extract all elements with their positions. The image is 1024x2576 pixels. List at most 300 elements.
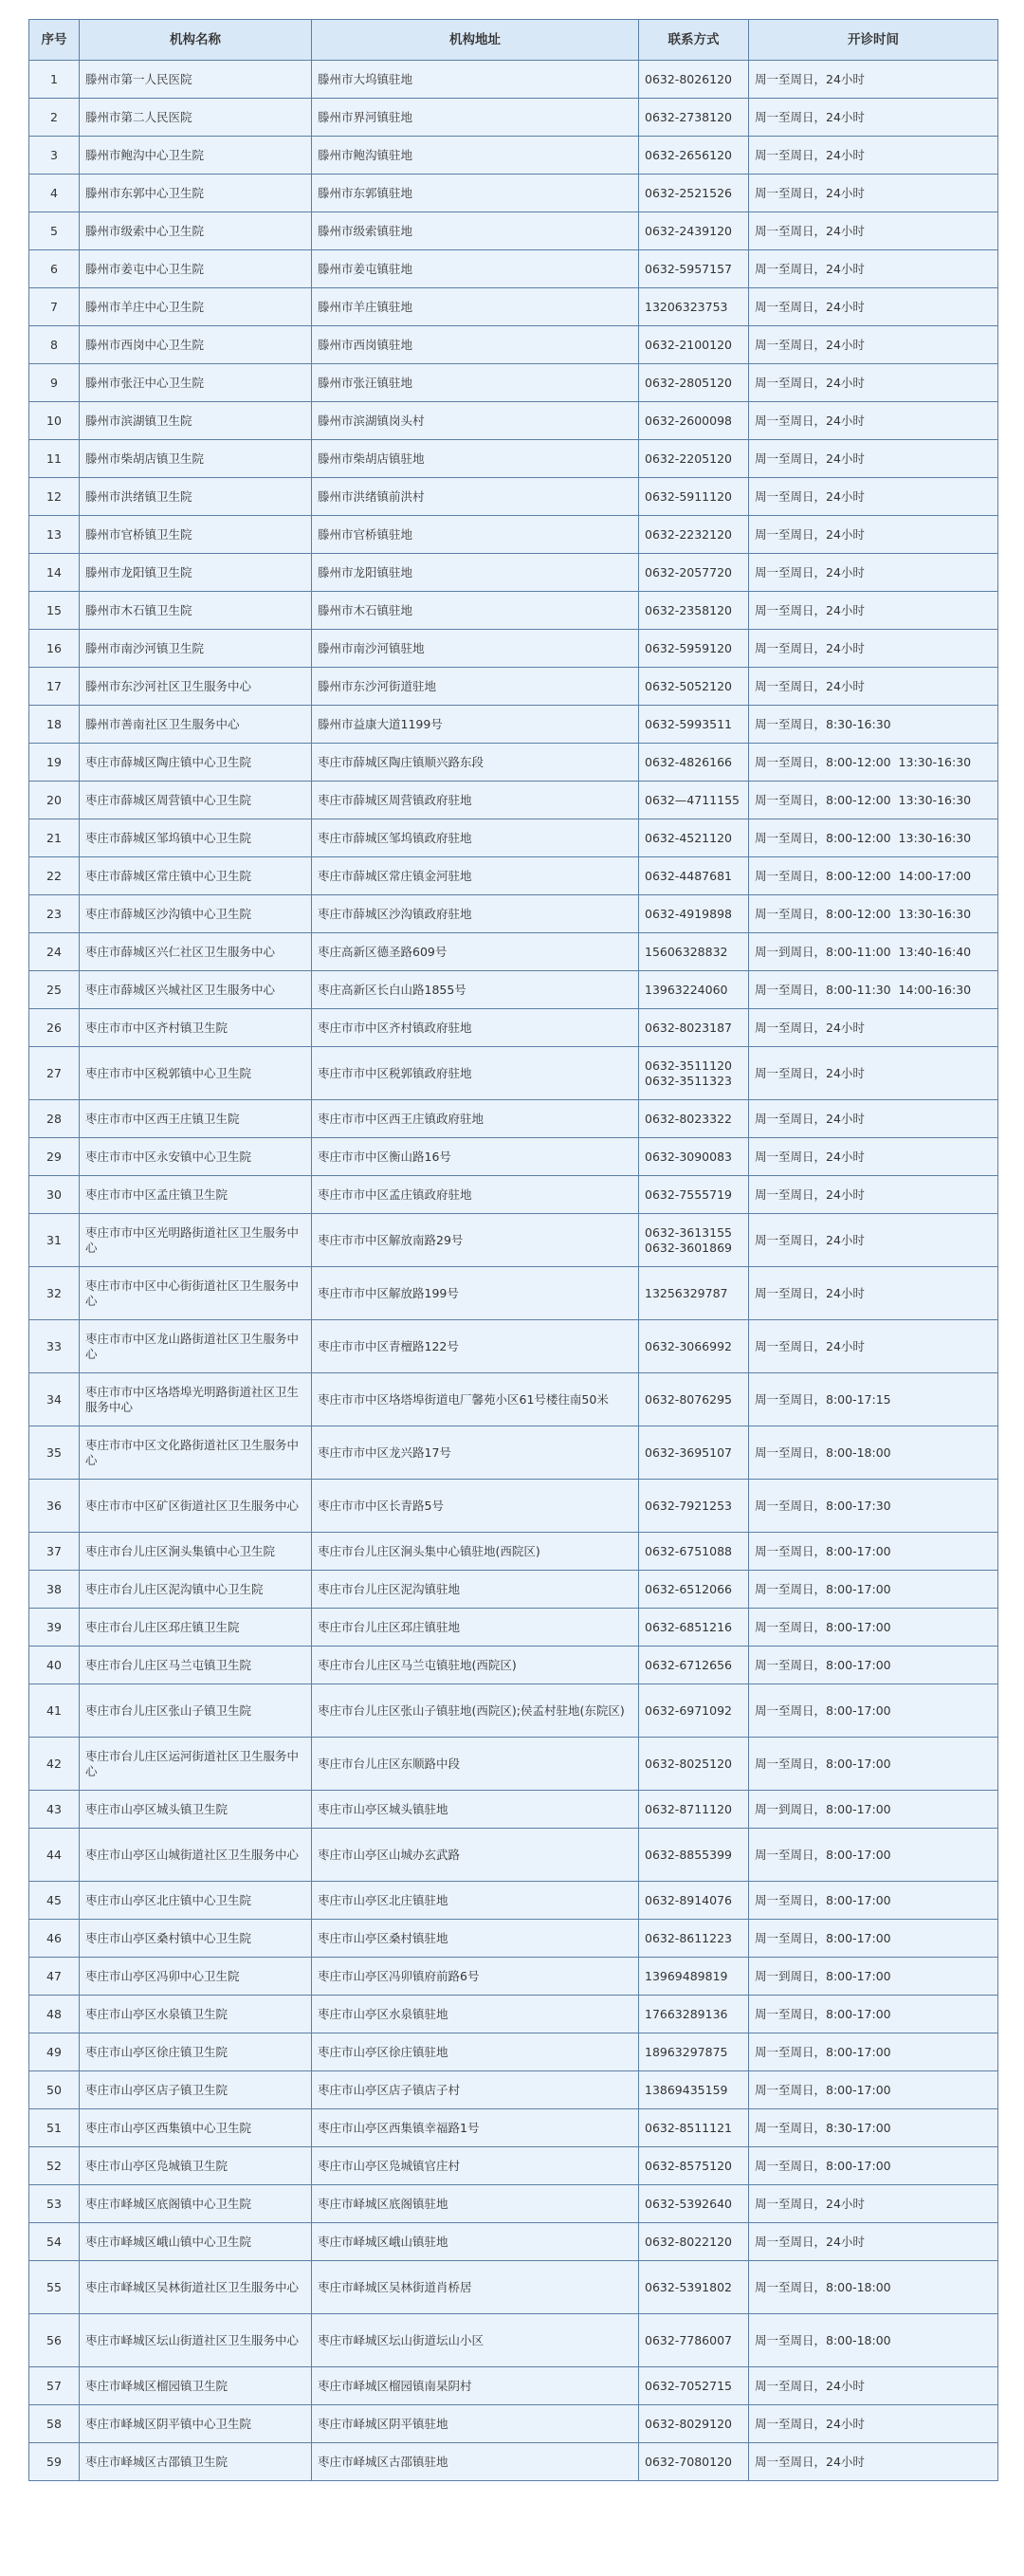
cell-hours: 周一至周日，24小时	[749, 364, 998, 402]
cell-name: 枣庄市薛城区陶庄镇中心卫生院	[80, 744, 312, 782]
cell-index: 59	[29, 2443, 80, 2481]
cell-contact: 0632-8022120	[639, 2223, 749, 2261]
cell-index: 46	[29, 1920, 80, 1958]
cell-contact: 0632-5391802	[639, 2261, 749, 2314]
cell-index: 3	[29, 137, 80, 175]
cell-address: 枣庄高新区长白山路1855号	[312, 971, 639, 1009]
table-header-row	[29, 20, 998, 61]
cell-name: 枣庄市台儿庄区泥沟镇中心卫生院	[80, 1571, 312, 1609]
cell-address: 枣庄市市中区龙兴路17号	[312, 1426, 639, 1480]
cell-contact: 0632-3613155 0632-3601869	[639, 1214, 749, 1267]
cell-contact: 0632-6751088	[639, 1533, 749, 1571]
cell-contact: 13206323753	[639, 288, 749, 326]
cell-hours: 周一至周日，8:00-17:00	[749, 2147, 998, 2185]
cell-name: 枣庄市台儿庄区邳庄镇卫生院	[80, 1609, 312, 1647]
cell-index: 30	[29, 1176, 80, 1214]
cell-index: 21	[29, 819, 80, 857]
cell-address: 枣庄市峄城区吴林街道肖桥居	[312, 2261, 639, 2314]
table-row	[29, 1829, 998, 1882]
table-row	[29, 250, 998, 288]
table-row	[29, 2185, 998, 2223]
table-row	[29, 326, 998, 364]
cell-index: 24	[29, 933, 80, 971]
cell-address: 枣庄市薛城区常庄镇金河驻地	[312, 857, 639, 895]
cell-index: 38	[29, 1571, 80, 1609]
cell-hours: 周一至周日，8:00-17:00	[749, 1647, 998, 1684]
header-hours: 开诊时间	[749, 20, 998, 61]
cell-contact: 0632-8511121	[639, 2109, 749, 2147]
table-row	[29, 1138, 998, 1176]
header-contact: 联系方式	[639, 20, 749, 61]
cell-hours: 周一至周日，24小时	[749, 402, 998, 440]
cell-contact: 0632—4711155	[639, 782, 749, 819]
cell-hours: 周一至周日，8:00-17:00	[749, 1829, 998, 1882]
cell-name: 枣庄市台儿庄区张山子镇卫生院	[80, 1684, 312, 1738]
cell-hours: 周一至周日，8:00-12:00 13:30-16:30	[749, 782, 998, 819]
cell-hours: 周一至周日，24小时	[749, 250, 998, 288]
cell-index: 22	[29, 857, 80, 895]
table-row	[29, 402, 998, 440]
table-row	[29, 1320, 998, 1373]
table-row	[29, 668, 998, 706]
cell-index: 58	[29, 2405, 80, 2443]
cell-name: 枣庄市峄城区峨山镇中心卫生院	[80, 2223, 312, 2261]
table-row	[29, 1009, 998, 1047]
table-row	[29, 554, 998, 592]
cell-hours: 周一至周日，24小时	[749, 137, 998, 175]
cell-address: 枣庄市市中区西王庄镇政府驻地	[312, 1100, 639, 1138]
cell-index: 6	[29, 250, 80, 288]
cell-hours: 周一至周日，24小时	[749, 1267, 998, 1320]
cell-address: 滕州市柴胡店镇驻地	[312, 440, 639, 478]
cell-index: 34	[29, 1373, 80, 1426]
cell-address: 枣庄市山亭区凫城镇官庄村	[312, 2147, 639, 2185]
table-row	[29, 516, 998, 554]
cell-name: 枣庄市市中区税郭镇中心卫生院	[80, 1047, 312, 1100]
cell-address: 枣庄市市中区解放路199号	[312, 1267, 639, 1320]
cell-hours: 周一至周日，24小时	[749, 630, 998, 668]
cell-contact: 0632-8914076	[639, 1882, 749, 1920]
table-row	[29, 1609, 998, 1647]
cell-contact: 0632-3695107	[639, 1426, 749, 1480]
table-row	[29, 1647, 998, 1684]
cell-address: 滕州市南沙河镇驻地	[312, 630, 639, 668]
cell-index: 50	[29, 2071, 80, 2109]
cell-address: 枣庄市台儿庄区张山子镇驻地(西院区);侯孟村驻地(东院区)	[312, 1684, 639, 1738]
table-row	[29, 2443, 998, 2481]
cell-index: 4	[29, 175, 80, 212]
cell-index: 18	[29, 706, 80, 744]
cell-name: 枣庄市市中区矿区街道社区卫生服务中心	[80, 1480, 312, 1533]
cell-hours: 周一至周日，8:00-17:00	[749, 1684, 998, 1738]
cell-name: 枣庄市山亭区水泉镇卫生院	[80, 1996, 312, 2033]
cell-address: 枣庄市薛城区周营镇政府驻地	[312, 782, 639, 819]
cell-hours: 周一至周日，24小时	[749, 516, 998, 554]
header-name: 机构名称	[80, 20, 312, 61]
cell-contact: 0632-4919898	[639, 895, 749, 933]
table-row	[29, 1176, 998, 1214]
cell-address: 枣庄高新区德圣路609号	[312, 933, 639, 971]
table-row	[29, 61, 998, 99]
cell-address: 枣庄市山亭区水泉镇驻地	[312, 1996, 639, 2033]
cell-name: 枣庄市山亭区徐庄镇卫生院	[80, 2033, 312, 2071]
table-row	[29, 630, 998, 668]
table-row	[29, 2261, 998, 2314]
cell-address: 枣庄市山亭区桑村镇驻地	[312, 1920, 639, 1958]
cell-address: 枣庄市山亭区冯卯镇府前路6号	[312, 1958, 639, 1996]
cell-index: 20	[29, 782, 80, 819]
cell-index: 15	[29, 592, 80, 630]
cell-index: 47	[29, 1958, 80, 1996]
cell-hours: 周一至周日，8:00-17:00	[749, 1996, 998, 2033]
cell-hours: 周一至周日，24小时	[749, 2185, 998, 2223]
cell-address: 枣庄市市中区齐村镇政府驻地	[312, 1009, 639, 1047]
table-row	[29, 1100, 998, 1138]
cell-address: 滕州市东郭镇驻地	[312, 175, 639, 212]
cell-contact: 0632-5993511	[639, 706, 749, 744]
cell-contact: 0632-6971092	[639, 1684, 749, 1738]
cell-index: 1	[29, 61, 80, 99]
cell-hours: 周一至周日，24小时	[749, 212, 998, 250]
cell-index: 57	[29, 2367, 80, 2405]
cell-index: 10	[29, 402, 80, 440]
cell-name: 滕州市东郭中心卫生院	[80, 175, 312, 212]
cell-index: 25	[29, 971, 80, 1009]
cell-name: 滕州市级索中心卫生院	[80, 212, 312, 250]
cell-name: 枣庄市山亭区店子镇卫生院	[80, 2071, 312, 2109]
cell-contact: 0632-2805120	[639, 364, 749, 402]
cell-hours: 周一至周日，24小时	[749, 668, 998, 706]
cell-index: 16	[29, 630, 80, 668]
cell-hours: 周一至周日，24小时	[749, 99, 998, 137]
cell-hours: 周一至周日，24小时	[749, 440, 998, 478]
cell-contact: 0632-2439120	[639, 212, 749, 250]
cell-hours: 周一至周日，24小时	[749, 1320, 998, 1373]
table-row	[29, 1426, 998, 1480]
cell-contact: 0632-8023187	[639, 1009, 749, 1047]
table-row	[29, 478, 998, 516]
cell-hours: 周一至周日，24小时	[749, 2223, 998, 2261]
cell-address: 滕州市益康大道1199号	[312, 706, 639, 744]
cell-hours: 周一至周日，8:00-17:00	[749, 1882, 998, 1920]
cell-contact: 0632-8076295	[639, 1373, 749, 1426]
cell-address: 枣庄市市中区垎塔埠街道电厂馨苑小区61号楼往南50米	[312, 1373, 639, 1426]
cell-contact: 0632-5959120	[639, 630, 749, 668]
cell-hours: 周一至周日，24小时	[749, 2405, 998, 2443]
cell-name: 枣庄市山亭区山城街道社区卫生服务中心	[80, 1829, 312, 1882]
cell-name: 滕州市善南社区卫生服务中心	[80, 706, 312, 744]
cell-address: 滕州市东沙河街道驻地	[312, 668, 639, 706]
cell-name: 枣庄市市中区永安镇中心卫生院	[80, 1138, 312, 1176]
table-row	[29, 364, 998, 402]
cell-hours: 周一至周日，24小时	[749, 2443, 998, 2481]
cell-address: 枣庄市峄城区峨山镇驻地	[312, 2223, 639, 2261]
cell-address: 枣庄市市中区长青路5号	[312, 1480, 639, 1533]
cell-contact: 15606328832	[639, 933, 749, 971]
cell-name: 滕州市南沙河镇卫生院	[80, 630, 312, 668]
cell-name: 枣庄市薛城区邹坞镇中心卫生院	[80, 819, 312, 857]
cell-name: 枣庄市山亭区北庄镇中心卫生院	[80, 1882, 312, 1920]
cell-hours: 周一至周日，24小时	[749, 1009, 998, 1047]
cell-name: 滕州市鲍沟中心卫生院	[80, 137, 312, 175]
table-body	[29, 61, 998, 2481]
cell-contact: 0632-8855399	[639, 1829, 749, 1882]
cell-index: 35	[29, 1426, 80, 1480]
cell-address: 滕州市张汪镇驻地	[312, 364, 639, 402]
cell-name: 滕州市羊庄中心卫生院	[80, 288, 312, 326]
table-row	[29, 1373, 998, 1426]
cell-hours: 周一至周日，8:00-18:00	[749, 2261, 998, 2314]
cell-name: 枣庄市薛城区常庄镇中心卫生院	[80, 857, 312, 895]
cell-hours: 周一至周日，24小时	[749, 1100, 998, 1138]
table-row	[29, 2314, 998, 2367]
cell-index: 42	[29, 1738, 80, 1791]
cell-name: 枣庄市山亭区冯卯中心卫生院	[80, 1958, 312, 1996]
cell-name: 枣庄市峄城区古邵镇卫生院	[80, 2443, 312, 2481]
cell-name: 滕州市滨湖镇卫生院	[80, 402, 312, 440]
cell-contact: 0632-7786007	[639, 2314, 749, 2367]
cell-index: 54	[29, 2223, 80, 2261]
table-row	[29, 1533, 998, 1571]
cell-name: 枣庄市台儿庄区涧头集镇中心卫生院	[80, 1533, 312, 1571]
cell-address: 枣庄市市中区孟庄镇政府驻地	[312, 1176, 639, 1214]
table-row	[29, 99, 998, 137]
cell-index: 8	[29, 326, 80, 364]
cell-hours: 周一至周日，24小时	[749, 478, 998, 516]
cell-contact: 0632-5957157	[639, 250, 749, 288]
cell-name: 滕州市姜屯中心卫生院	[80, 250, 312, 288]
cell-contact: 0632-6512066	[639, 1571, 749, 1609]
cell-contact: 13869435159	[639, 2071, 749, 2109]
cell-index: 13	[29, 516, 80, 554]
cell-address: 枣庄市市中区解放南路29号	[312, 1214, 639, 1267]
table-row	[29, 971, 998, 1009]
table-row	[29, 1738, 998, 1791]
cell-index: 14	[29, 554, 80, 592]
cell-name: 枣庄市台儿庄区马兰屯镇卫生院	[80, 1647, 312, 1684]
table-row	[29, 1920, 998, 1958]
cell-contact: 0632-2100120	[639, 326, 749, 364]
cell-index: 19	[29, 744, 80, 782]
cell-index: 45	[29, 1882, 80, 1920]
cell-index: 23	[29, 895, 80, 933]
cell-hours: 周一至周日，24小时	[749, 61, 998, 99]
cell-name: 枣庄市薛城区周营镇中心卫生院	[80, 782, 312, 819]
cell-hours: 周一至周日，24小时	[749, 288, 998, 326]
table-row	[29, 2071, 998, 2109]
cell-hours: 周一至周日，8:00-17:00	[749, 1571, 998, 1609]
header-index: 序号	[29, 20, 80, 61]
table-row	[29, 2033, 998, 2071]
cell-name: 枣庄市市中区齐村镇卫生院	[80, 1009, 312, 1047]
cell-index: 9	[29, 364, 80, 402]
cell-address: 枣庄市山亭区徐庄镇驻地	[312, 2033, 639, 2071]
cell-contact: 0632-8025120	[639, 1738, 749, 1791]
cell-address: 枣庄市薛城区邹坞镇政府驻地	[312, 819, 639, 857]
cell-index: 31	[29, 1214, 80, 1267]
cell-index: 37	[29, 1533, 80, 1571]
cell-hours: 周一至周日，8:00-17:00	[749, 1609, 998, 1647]
cell-address: 枣庄市峄城区坛山街道坛山小区	[312, 2314, 639, 2367]
table-row	[29, 137, 998, 175]
table-row	[29, 2367, 998, 2405]
cell-contact: 0632-7555719	[639, 1176, 749, 1214]
cell-index: 12	[29, 478, 80, 516]
cell-name: 枣庄市市中区文化路街道社区卫生服务中心	[80, 1426, 312, 1480]
cell-address: 滕州市西岗镇驻地	[312, 326, 639, 364]
cell-name: 枣庄市峄城区坛山街道社区卫生服务中心	[80, 2314, 312, 2367]
cell-index: 56	[29, 2314, 80, 2367]
cell-name: 枣庄市市中区西王庄镇卫生院	[80, 1100, 312, 1138]
cell-address: 滕州市姜屯镇驻地	[312, 250, 639, 288]
cell-index: 2	[29, 99, 80, 137]
cell-index: 32	[29, 1267, 80, 1320]
cell-contact: 0632-2521526	[639, 175, 749, 212]
table-row	[29, 1996, 998, 2033]
table-row	[29, 592, 998, 630]
cell-address: 枣庄市台儿庄区马兰屯镇驻地(西院区)	[312, 1647, 639, 1684]
clinic-table-container	[28, 19, 997, 2481]
cell-name: 枣庄市薛城区兴城社区卫生服务中心	[80, 971, 312, 1009]
cell-index: 44	[29, 1829, 80, 1882]
cell-hours: 周一至周日，8:00-17:30	[749, 1480, 998, 1533]
cell-name: 滕州市木石镇卫生院	[80, 592, 312, 630]
cell-contact: 0632-2057720	[639, 554, 749, 592]
cell-hours: 周一至周日，24小时	[749, 175, 998, 212]
table-row	[29, 1214, 998, 1267]
cell-contact: 0632-8029120	[639, 2405, 749, 2443]
cell-name: 枣庄市峄城区吴林街道社区卫生服务中心	[80, 2261, 312, 2314]
cell-hours: 周一至周日，8:00-18:00	[749, 2314, 998, 2367]
cell-hours: 周一至周日，8:00-18:00	[749, 1426, 998, 1480]
cell-address: 滕州市滨湖镇岗头村	[312, 402, 639, 440]
table-row	[29, 933, 998, 971]
cell-address: 枣庄市薛城区陶庄镇顺兴路东段	[312, 744, 639, 782]
cell-name: 枣庄市薛城区兴仁社区卫生服务中心	[80, 933, 312, 971]
cell-address: 枣庄市山亭区西集镇幸福路1号	[312, 2109, 639, 2147]
table-row	[29, 706, 998, 744]
cell-hours: 周一至周日，8:00-17:00	[749, 2071, 998, 2109]
cell-index: 5	[29, 212, 80, 250]
clinic-table	[28, 19, 998, 2481]
cell-address: 滕州市鲍沟镇驻地	[312, 137, 639, 175]
cell-name: 枣庄市市中区中心街街道社区卫生服务中心	[80, 1267, 312, 1320]
cell-name: 枣庄市薛城区沙沟镇中心卫生院	[80, 895, 312, 933]
table-row	[29, 2109, 998, 2147]
cell-hours: 周一至周日，8:00-12:00 13:30-16:30	[749, 744, 998, 782]
table-row	[29, 1047, 998, 1100]
cell-index: 43	[29, 1791, 80, 1829]
cell-hours: 周一至周日，8:00-17:00	[749, 1920, 998, 1958]
cell-hours: 周一至周日，8:00-17:15	[749, 1373, 998, 1426]
cell-address: 枣庄市峄城区底阁镇驻地	[312, 2185, 639, 2223]
cell-address: 滕州市大坞镇驻地	[312, 61, 639, 99]
cell-address: 滕州市洪绪镇前洪村	[312, 478, 639, 516]
table-row	[29, 1267, 998, 1320]
cell-address: 枣庄市台儿庄区邳庄镇驻地	[312, 1609, 639, 1647]
cell-index: 11	[29, 440, 80, 478]
cell-name: 枣庄市台儿庄区运河街道社区卫生服务中心	[80, 1738, 312, 1791]
cell-address: 枣庄市台儿庄区东顺路中段	[312, 1738, 639, 1791]
cell-hours: 周一至周日，8:00-11:30 14:00-16:30	[749, 971, 998, 1009]
cell-hours: 周一至周日，24小时	[749, 1047, 998, 1100]
table-row	[29, 1684, 998, 1738]
cell-hours: 周一至周日，24小时	[749, 1138, 998, 1176]
cell-name: 滕州市洪绪镇卫生院	[80, 478, 312, 516]
table-row	[29, 440, 998, 478]
cell-contact: 0632-2232120	[639, 516, 749, 554]
cell-name: 枣庄市市中区龙山路街道社区卫生服务中心	[80, 1320, 312, 1373]
cell-address: 枣庄市薛城区沙沟镇政府驻地	[312, 895, 639, 933]
table-row	[29, 288, 998, 326]
cell-contact: 13969489819	[639, 1958, 749, 1996]
cell-contact: 17663289136	[639, 1996, 749, 2033]
cell-address: 枣庄市山亭区山城办玄武路	[312, 1829, 639, 1882]
cell-index: 17	[29, 668, 80, 706]
cell-contact: 0632-2205120	[639, 440, 749, 478]
cell-index: 52	[29, 2147, 80, 2185]
cell-address: 枣庄市峄城区古邵镇驻地	[312, 2443, 639, 2481]
cell-contact: 0632-4521120	[639, 819, 749, 857]
cell-hours: 周一至周日，8:00-12:00 13:30-16:30	[749, 895, 998, 933]
cell-contact: 0632-3066992	[639, 1320, 749, 1373]
cell-contact: 0632-8611223	[639, 1920, 749, 1958]
cell-index: 41	[29, 1684, 80, 1738]
cell-address: 枣庄市峄城区榴园镇南杲阴村	[312, 2367, 639, 2405]
cell-hours: 周一至周日，8:00-12:00 13:30-16:30	[749, 819, 998, 857]
cell-address: 滕州市级索镇驻地	[312, 212, 639, 250]
cell-index: 49	[29, 2033, 80, 2071]
cell-contact: 0632-3511120 0632-3511323	[639, 1047, 749, 1100]
cell-name: 滕州市柴胡店镇卫生院	[80, 440, 312, 478]
cell-name: 滕州市官桥镇卫生院	[80, 516, 312, 554]
table-row	[29, 782, 998, 819]
cell-name: 枣庄市山亭区西集镇中心卫生院	[80, 2109, 312, 2147]
cell-name: 枣庄市峄城区阴平镇中心卫生院	[80, 2405, 312, 2443]
cell-index: 27	[29, 1047, 80, 1100]
cell-address: 滕州市羊庄镇驻地	[312, 288, 639, 326]
table-row	[29, 895, 998, 933]
cell-contact: 0632-8711120	[639, 1791, 749, 1829]
cell-index: 40	[29, 1647, 80, 1684]
table-row	[29, 2223, 998, 2261]
table-row	[29, 1958, 998, 1996]
cell-hours: 周一到周日，8:00-11:00 13:40-16:40	[749, 933, 998, 971]
cell-hours: 周一至周日，24小时	[749, 1176, 998, 1214]
cell-hours: 周一至周日，8:00-17:00	[749, 1738, 998, 1791]
cell-hours: 周一到周日，8:00-17:00	[749, 1791, 998, 1829]
cell-name: 枣庄市山亭区城头镇卫生院	[80, 1791, 312, 1829]
cell-contact: 18963297875	[639, 2033, 749, 2071]
table-row	[29, 819, 998, 857]
cell-name: 枣庄市市中区垎塔埠光明路街道社区卫生服务中心	[80, 1373, 312, 1426]
cell-contact: 0632-2600098	[639, 402, 749, 440]
cell-name: 滕州市第一人民医院	[80, 61, 312, 99]
cell-contact: 0632-5392640	[639, 2185, 749, 2223]
cell-index: 28	[29, 1100, 80, 1138]
cell-hours: 周一至周日，24小时	[749, 326, 998, 364]
cell-index: 36	[29, 1480, 80, 1533]
cell-address: 滕州市界河镇驻地	[312, 99, 639, 137]
cell-name: 枣庄市市中区光明路街道社区卫生服务中心	[80, 1214, 312, 1267]
table-row	[29, 744, 998, 782]
cell-address: 枣庄市山亭区北庄镇驻地	[312, 1882, 639, 1920]
cell-index: 51	[29, 2109, 80, 2147]
cell-hours: 周一至周日，24小时	[749, 2367, 998, 2405]
table-row	[29, 1571, 998, 1609]
cell-hours: 周一到周日，8:00-17:00	[749, 1958, 998, 1996]
cell-name: 滕州市龙阳镇卫生院	[80, 554, 312, 592]
